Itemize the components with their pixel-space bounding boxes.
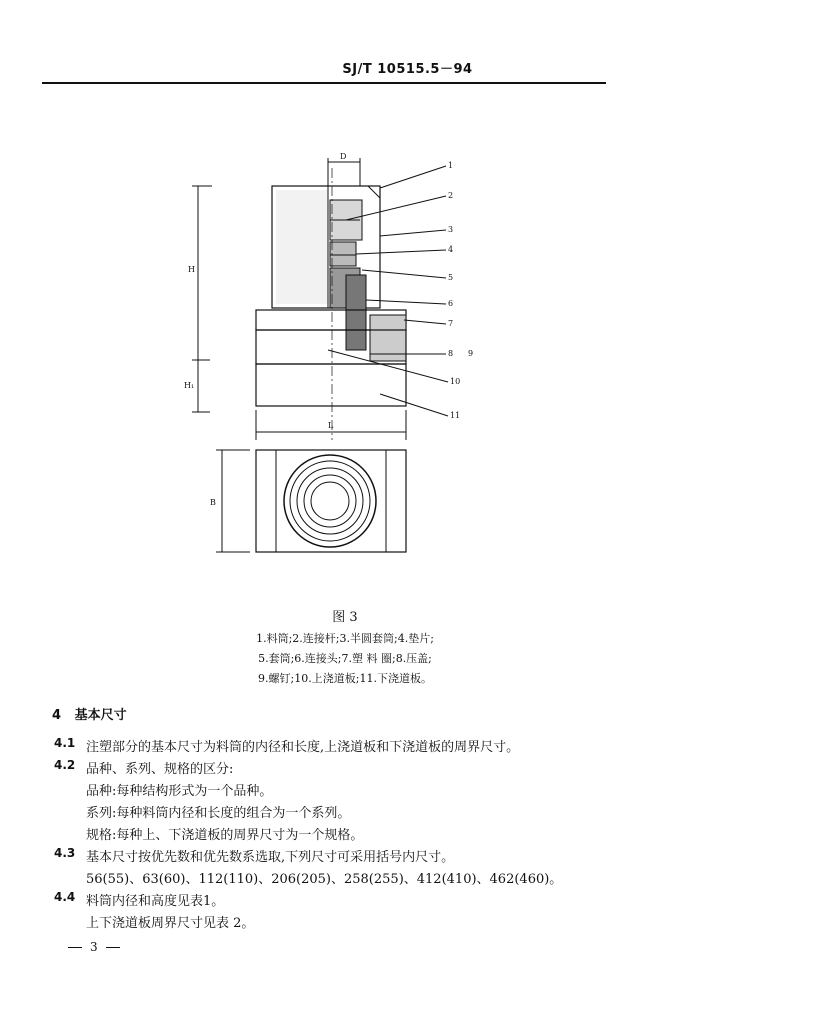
figure-title: 图 3 [332,610,358,625]
header-rule [42,82,606,84]
section-heading [52,704,127,723]
section-title-text: 基本尺寸 [74,708,127,723]
clause-4-2-variety [86,780,272,799]
figure-legend-line-2: 5.套筒;6.连接头;7.塑 料 圈;8.压盖; [258,652,432,665]
clause-4-2-spec [86,824,363,843]
dim-label-depth: B [210,498,216,507]
callout-9: 9 [468,349,474,358]
callout-3: 3 [448,225,454,234]
clause-4-3-values [86,868,562,887]
page-dash-right [106,947,120,949]
callout-11: 11 [450,411,461,420]
dim-label-width: L [328,421,334,430]
callout-5: 5 [448,273,454,282]
callout-6: 6 [448,299,454,308]
clause-number: 4.2 [54,758,76,772]
clause-text: 56(55)、63(60)、112(110)、206(205)、258(255)、412(410)、462(460)。 [86,872,563,887]
clause-text: 品种:每种结构形式为一个品种。 [86,784,273,799]
callout-8: 8 [448,349,454,358]
page-dash-left [68,947,82,949]
callout-1: 1 [448,161,454,170]
clause-text: 基本尺寸按优先数和优先数系选取,下列尺寸可采用括号内尺寸。 [86,850,455,865]
assembly-drawing [180,150,500,570]
figure-legend-line-1: 1.料筒;2.连接杆;3.半圆套筒;4.垫片; [256,632,434,645]
clause-text: 系列:每种料筒内径和长度的组合为一个系列。 [86,806,351,821]
clause-text: 规格:每种上、下浇道板的周界尺寸为一个规格。 [86,828,364,843]
clause-text: 上下浇道板周界尺寸见表 2。 [86,916,255,931]
clause-4-3 [54,846,455,865]
clause-number: 4.3 [54,846,76,860]
callout-10: 10 [450,377,461,386]
clause-text: 品种、系列、规格的区分: [86,762,234,777]
clause-4-2 [54,758,234,777]
clause-4-4 [54,890,225,909]
clause-number: 4.4 [54,890,76,904]
dim-label-d: D [340,152,347,161]
dim-label-h-lower: H₁ [184,381,195,390]
dim-label-h-upper: H [188,265,195,274]
clause-4-1 [54,736,520,755]
callout-2: 2 [448,191,454,200]
clause-4-4-table2 [86,912,254,931]
page-number [60,940,128,954]
clause-4-2-series [86,802,350,821]
clause-text: 注塑部分的基本尺寸为料筒的内径和长度,上浇道板和下浇道板的周界尺寸。 [86,740,520,755]
figure-legend-line-3: 9.螺钉;10.上浇道板;11.下浇道板。 [258,672,432,685]
page-number-text: 3 [90,940,98,954]
callout-7: 7 [448,319,454,328]
section-number: 4 [52,708,62,723]
clause-number: 4.1 [54,736,76,750]
clause-text: 料筒内径和高度见表1。 [86,894,225,909]
document-code: SJ/T 10515.5－94 [342,62,473,77]
callout-4: 4 [448,245,454,254]
